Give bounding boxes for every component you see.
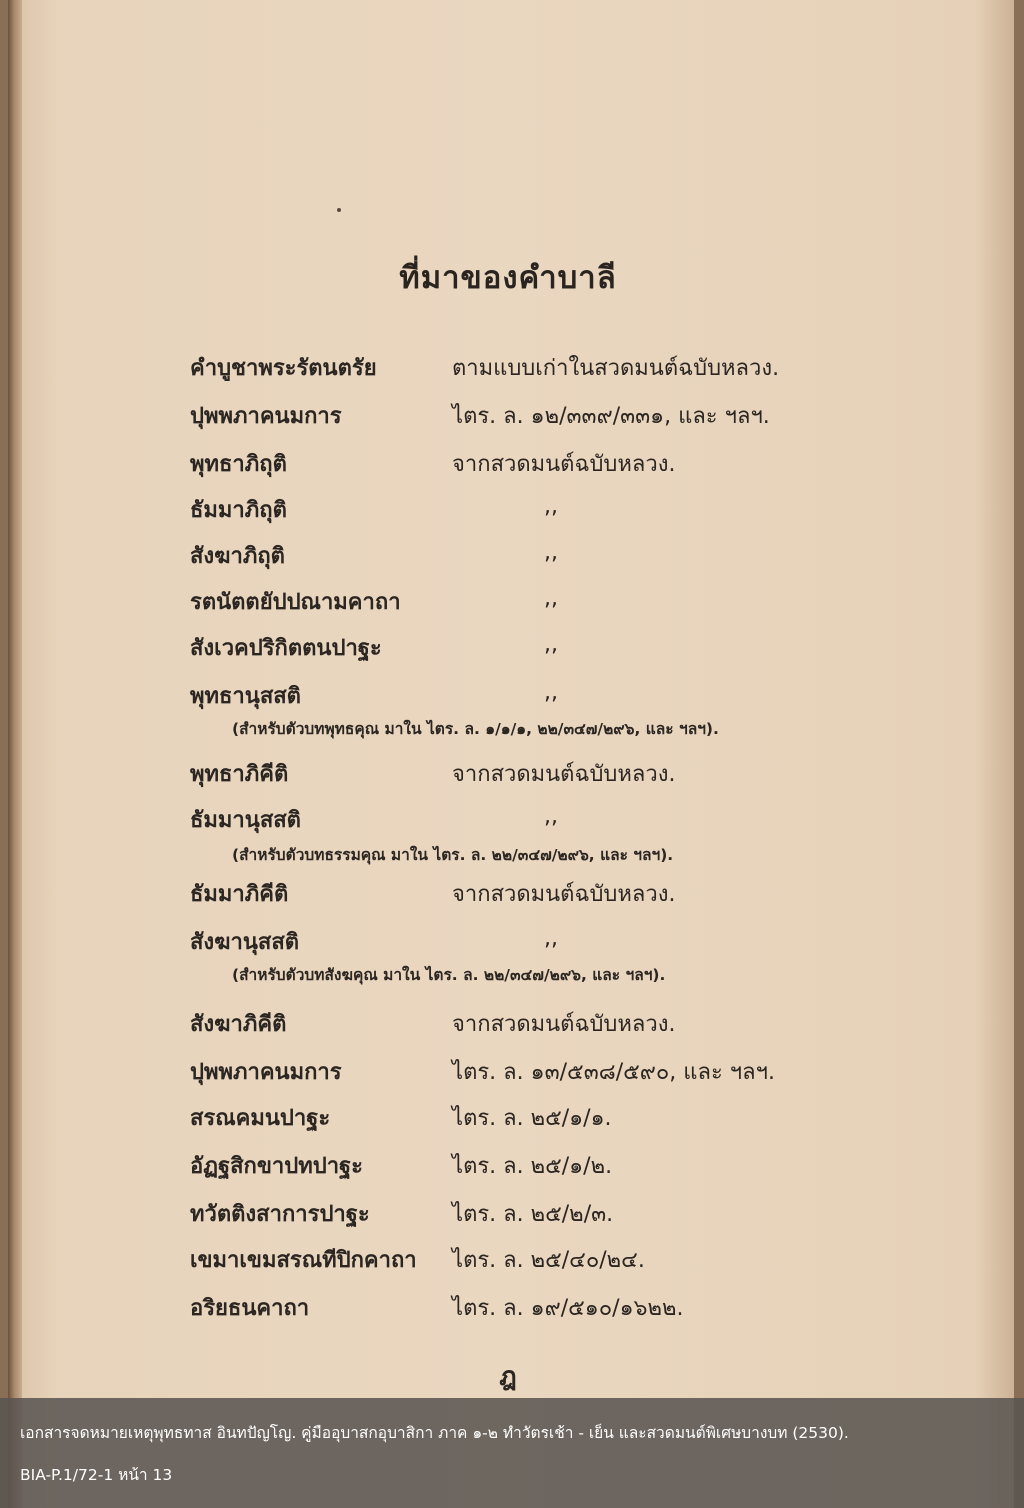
entry-name: สังฆานุสสติ <box>190 930 300 955</box>
entry-name: อริยธนคาถา <box>190 1296 310 1321</box>
entry-name: ทวัตติงสาการปาฐะ <box>190 1202 370 1227</box>
entry-name: สังเวคปริกิตตนปาฐะ <box>190 636 382 661</box>
ditto-mark: ,, <box>544 926 558 951</box>
entry-name: สรณคมนปาฐะ <box>190 1106 331 1131</box>
entry-name: พุทธานุสสติ <box>190 684 301 709</box>
entry-source: จากสวดมนต์ฉบับหลวง. <box>452 1012 676 1037</box>
ditto-mark: ,, <box>544 680 558 705</box>
entry-source: จากสวดมนต์ฉบับหลวง. <box>452 882 676 907</box>
book-binding-edge <box>8 0 22 1508</box>
entry-name: ปุพพภาคนมการ <box>190 1060 342 1085</box>
entry-source: ไตร. ล. ๑๙/๕๑๐/๑๖๒๒. <box>452 1296 684 1321</box>
entry-source: จากสวดมนต์ฉบับหลวง. <box>452 452 676 477</box>
entry-source: ไตร. ล. ๑๓/๕๓๘/๕๙๐, และ ฯลฯ. <box>452 1060 775 1085</box>
entry-source: ไตร. ล. ๒๕/๒/๓. <box>452 1202 614 1227</box>
entry-source: ไตร. ล. ๑๒/๓๓๙/๓๓๑, และ ฯลฯ. <box>452 404 770 429</box>
entry-name: ธัมมาภิคีติ <box>190 882 289 907</box>
entry-source: ไตร. ล. ๒๕/๑/๑. <box>452 1106 612 1131</box>
entry-source: ตามแบบเก่าในสวดมนต์ฉบับหลวง. <box>452 356 780 381</box>
ditto-mark: ,, <box>544 632 558 657</box>
entry-note: (สำหรับตัวบทธรรมคุณ มาใน ไตร. ล. ๒๒/๓๔๗/๒๙๖, และ ฯลฯ). <box>232 846 674 864</box>
entry-source: ไตร. ล. ๒๕/๔๐/๒๔. <box>452 1248 645 1273</box>
entry-name: อัฏฐสิกขาปทปาฐะ <box>190 1154 364 1179</box>
entry-note: (สำหรับตัวบทพุทธคุณ มาใน ไตร. ล. ๑/๑/๑, ๒๒/๓๔๗/๒๙๖, และ ฯลฯ). <box>232 720 719 738</box>
entry-name: เขมาเขมสรณทีปิกคาถา <box>190 1248 417 1273</box>
entry-name: สังฆาภิถุติ <box>190 544 285 569</box>
caption-text: เอกสารจดหมายเหตุพุทธทาส อินทปัญโญ. คู่มืออุบาสกอุบาสิกา ภาค ๑-๒ ทำวัตรเช้า - เย็น และสวดมนต์พิเศษบางบท (2530). <box>20 1424 849 1442</box>
entry-name: พุทธาภิคีติ <box>190 762 289 787</box>
paper-spot <box>337 208 341 212</box>
entry-name: ธัมมานุสสติ <box>190 808 301 833</box>
scanned-page <box>8 0 1014 1508</box>
entry-name: ธัมมาภิถุติ <box>190 498 287 523</box>
ditto-mark: ,, <box>544 494 558 519</box>
document-title: ที่มาของคำบาลี <box>399 260 617 296</box>
caption-bar <box>0 1398 1024 1508</box>
caption-reference: BIA-P.1/72-1 หน้า 13 <box>20 1466 173 1484</box>
ditto-mark: ,, <box>544 804 558 829</box>
ditto-mark: ,, <box>544 540 558 565</box>
entry-name: รตนัตตยัปปณามคาถา <box>190 590 401 615</box>
entry-name: คำบูชาพระรัตนตรัย <box>190 356 377 381</box>
ditto-mark: ,, <box>544 586 558 611</box>
entry-name: ปุพพภาคนมการ <box>190 404 342 429</box>
entry-note: (สำหรับตัวบทสังฆคุณ มาใน ไตร. ล. ๒๒/๓๔๗/๒๙๖, และ ฯลฯ). <box>232 966 666 984</box>
page-marker: ฎ <box>499 1362 517 1392</box>
entry-source: ไตร. ล. ๒๕/๑/๒. <box>452 1154 613 1179</box>
entry-source: จากสวดมนต์ฉบับหลวง. <box>452 762 676 787</box>
entry-name: พุทธาภิถุติ <box>190 452 287 477</box>
entry-name: สังฆาภิคีติ <box>190 1012 287 1037</box>
